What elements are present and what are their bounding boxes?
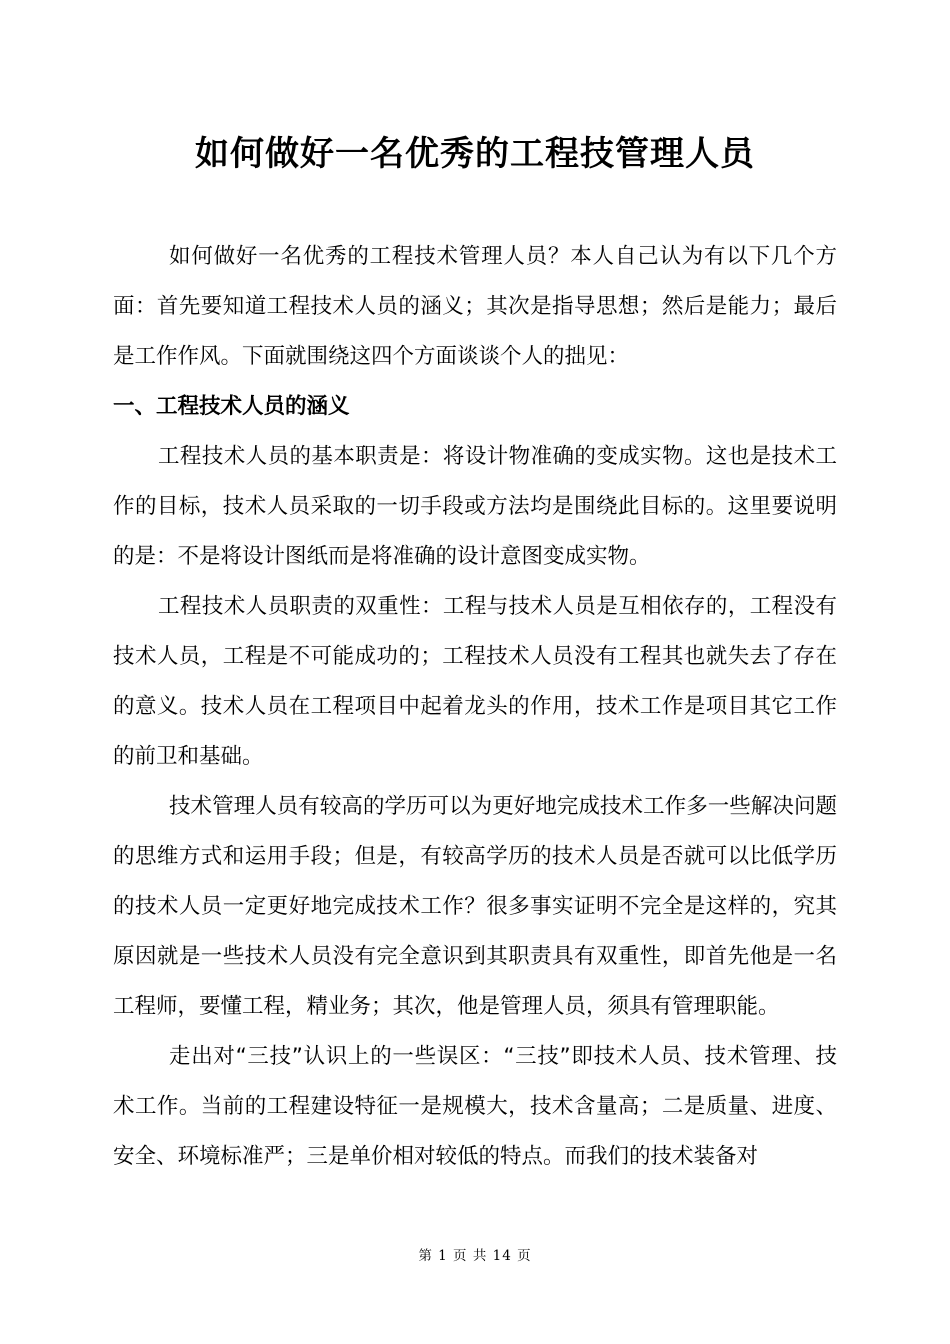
section-heading: 一、工程技术人员的涵义	[113, 394, 350, 419]
body-paragraph: 工程技术人员的基本职责是：将设计物准确的变成实物。这也是技术工作的目标，技术人员采取的一切手段或方法均是围绕此目标的。这里要说明的是：不是将设计图纸而是将准确的设计意图变成实物。	[113, 444, 837, 569]
body-paragraph: 工程技术人员职责的双重性：工程与技术人员是互相依存的，工程没有技术人员，工程是不可能成功的；工程技术人员没有工程其也就失去了存在的意义。技术人员在工程项目中起着龙头的作用，技术工作是项目其它工作的前卫和基础。	[113, 594, 837, 769]
body-paragraph: 走出对“三技”认识上的一些误区：“三技”即技术人员、技术管理、技术工作。当前的工程建设特征一是规模大，技术含量高；二是质量、进度、安全、环境标准严；三是单价相对较低的特点。而我们的技术装备对	[113, 1044, 837, 1169]
document-body	[113, 232, 837, 1182]
intro-paragraph: 如何做好一名优秀的工程技术管理人员？本人自己认为有以下几个方面：首先要知道工程技术人员的涵义；其次是指导思想；然后是能力；最后是工作作风。下面就围绕这四个方面谈谈个人的拙见：	[113, 244, 837, 369]
document-title: 如何做好一名优秀的工程技管理人员	[195, 133, 755, 174]
page-number-footer: 第 1 页 共 14 页	[418, 1248, 532, 1264]
body-paragraph: 技术管理人员有较高的学历可以为更好地完成技术工作多一些解决问题的思维方式和运用手段；但是，有较高学历的技术人员是否就可以比低学历的技术人员一定更好地完成技术工作？很多事实证明不完全是这样的，究其原因就是一些技术人员没有完全意识到其职责具有双重性，即首先他是一名工程师，要懂工程，精业务；其次，他是管理人员，须具有管理职能。	[113, 794, 837, 1019]
